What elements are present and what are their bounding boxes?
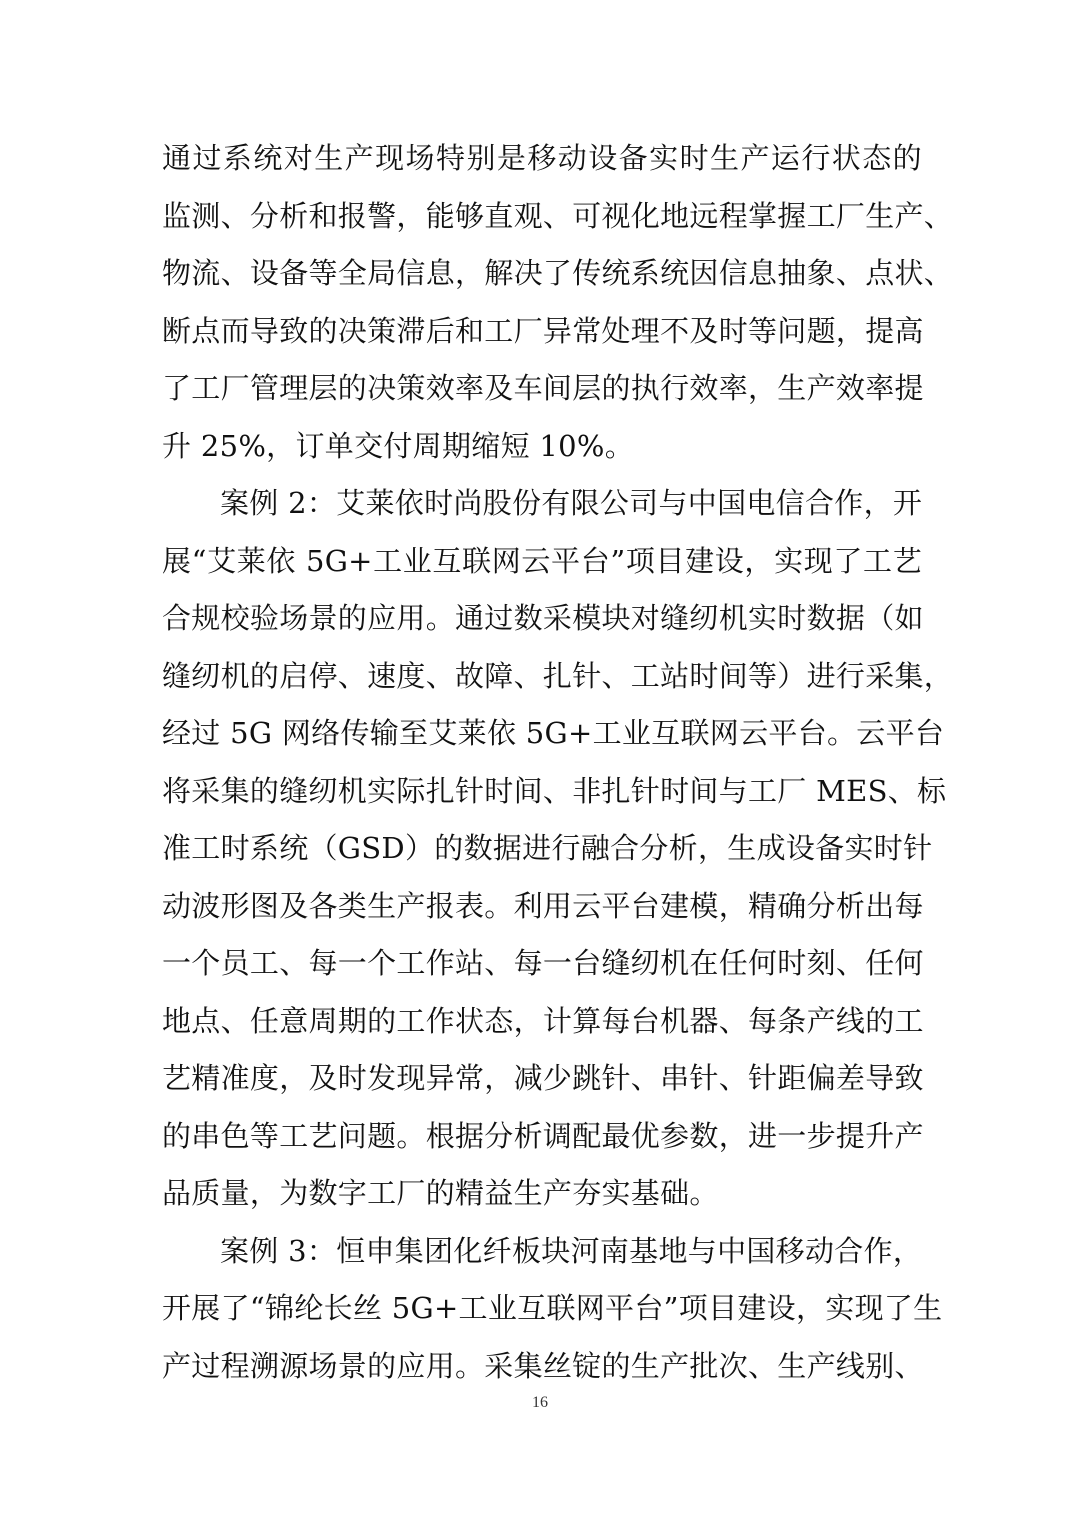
text-line: 升 25%，订单交付周期缩短 10%。 [162, 428, 635, 463]
case-3-heading-line: 案例 3：恒申集团化纤板块河南基地与中国移动合作， [220, 1233, 923, 1268]
text-line: 开展了“锦纶长丝 5G+工业互联网平台”项目建设，实现了生 [162, 1291, 943, 1325]
text-line: 通过系统对生产现场特别是移动设备实时生产运行状态的 [162, 141, 922, 175]
text-line: 展“艾莱依 5G+工业互联网云平台”项目建设，实现了工艺 [162, 543, 922, 578]
text-line: 将采集的缝纫机实际扎针时间、非扎针时间与工厂 MES、标 [162, 773, 947, 808]
text-line: 监测、分析和报警，能够直观、可视化地远程掌握工厂生产、 [162, 198, 954, 233]
text-line: 艺精准度，及时发现异常，减少跳针、串针、针距偏差导致 [162, 1061, 924, 1095]
page-number: 16 [532, 1394, 548, 1411]
text-line: 物流、设备等全局信息，解决了传统系统因信息抽象、点状、 [162, 256, 954, 290]
text-line: 了工厂管理层的决策效率及车间层的执行效率，生产效率提 [162, 371, 924, 405]
text-line: 合规校验场景的应用。通过数采模块对缝纫机实时数据（如 [162, 601, 924, 635]
text-line: 经过 5G 网络传输至艾莱依 5G+工业互联网云平台。云平台 [162, 716, 945, 750]
text-line: 品质量，为数字工厂的精益生产夯实基础。 [162, 1176, 719, 1210]
text-line: 地点、任意周期的工作状态，计算每台机器、每条产线的工 [162, 1003, 924, 1038]
text-line: 产过程溯源场景的应用。采集丝锭的生产批次、生产线别、 [162, 1348, 924, 1383]
text-line: 一个员工、每一个工作站、每一台缝纫机在任何时刻、任何 [162, 946, 924, 980]
text-line: 的串色等工艺问题。根据分析调配最优参数，进一步提升产 [162, 1118, 924, 1153]
text-line: 缝纫机的启停、速度、故障、扎针、工站时间等）进行采集， [162, 658, 954, 693]
text-line: 准工时系统（GSD）的数据进行融合分析，生成设备实时针 [162, 831, 933, 865]
case-2-heading-line: 案例 2：艾莱依时尚股份有限公司与中国电信合作，开 [220, 486, 923, 520]
text-line: 断点而导致的决策滞后和工厂异常处理不及时等问题，提高 [162, 313, 924, 348]
body-text [162, 130, 954, 1395]
text-line: 动波形图及各类生产报表。利用云平台建模，精确分析出每 [162, 888, 924, 923]
